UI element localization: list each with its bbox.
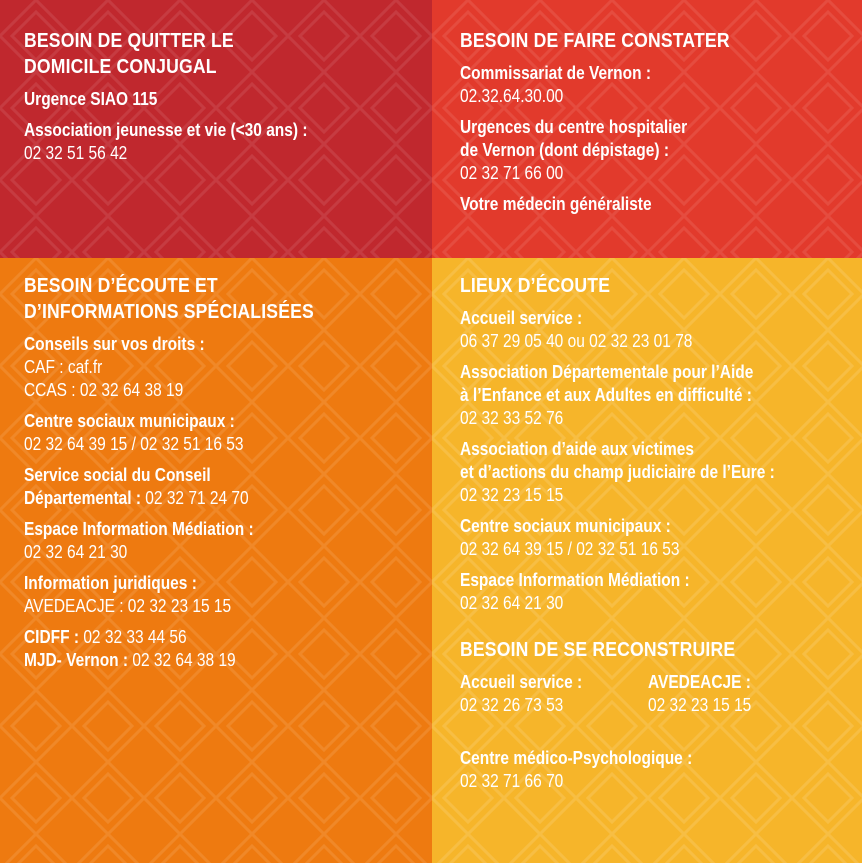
section-title: BESOIN D’ÉCOUTE ET D’INFORMATIONS SPÉCIALISÉES (24, 275, 314, 323)
panel-lieux-ecoute (432, 258, 862, 863)
section-title: LIEUX D’ÉCOUTE (460, 275, 611, 297)
cmp-entry: Centre médico-Psychologique : 02 32 71 66 70 (460, 748, 693, 791)
adaea-entry: Association Départementale pour l’Aide à l’Enfance et aux Adultes en difficulté : 02 32 33 52 76 (460, 362, 754, 428)
centres-sociaux-entry: Centre sociaux municipaux : 02 32 64 39 15 / 02 32 51 16 53 (460, 516, 680, 559)
urgences-entry: Urgences du centre hospitalier de Vernon (dont dépistage) : 02 32 71 66 00 (460, 117, 688, 183)
section-title-reconstruire: BESOIN DE SE RECONSTRUIRE (460, 639, 736, 661)
reconstruire-columns (460, 671, 862, 717)
accueil-service-entry: Accueil service : 06 37 29 05 40 ou 02 32 23 01 78 (460, 308, 693, 351)
espace-information-entry: Espace Information Médiation : 02 32 64 21 30 (24, 519, 254, 562)
avedeacje-entry: AVEDEACJE : 02 32 23 15 15 (648, 672, 752, 715)
siao-entry: Urgence SIAO 115 (24, 89, 158, 109)
commissariat-entry: Commissariat de Vernon : 02.32.64.30.00 (460, 63, 651, 106)
cidff-mjd-entry: CIDFF : 02 32 33 44 56 MJD- Vernon : 02 32 64 38 19 (24, 627, 236, 670)
section-title: BESOIN DE FAIRE CONSTATER (460, 30, 730, 52)
espace-information-entry: Espace Information Médiation : 02 32 64 21 30 (460, 570, 690, 613)
panel-faire-constater (432, 0, 862, 258)
aide-victimes-entry: Association d’aide aux victimes et d’actions du champ judiciaire de l’Eure : 02 32 23 15 15 (460, 439, 775, 505)
centres-sociaux-entry: Centre sociaux municipaux : 02 32 64 39 15 / 02 32 51 16 53 (24, 411, 244, 454)
panel-ecoute-informations (0, 258, 432, 863)
accueil-service-2-entry: Accueil service : 02 32 26 73 53 (460, 672, 583, 715)
panel-quitter-domicile (0, 0, 432, 258)
section-title: BESOIN DE QUITTER LE DOMICILE CONJUGAL (24, 30, 234, 78)
association-jeunesse-entry: Association jeunesse et vie (<30 ans) : 02 32 51 56 42 (24, 120, 308, 163)
conseils-droits-entry: Conseils sur vos droits : CAF : caf.fr CCAS : 02 32 64 38 19 (24, 334, 205, 400)
medecin-entry: Votre médecin généraliste (460, 194, 652, 214)
information-juridiques-entry: Information juridiques : AVEDEACJE : 02 32 23 15 15 (24, 573, 232, 616)
service-social-entry: Service social du Conseil Départemental : 02 32 71 24 70 (24, 465, 249, 508)
